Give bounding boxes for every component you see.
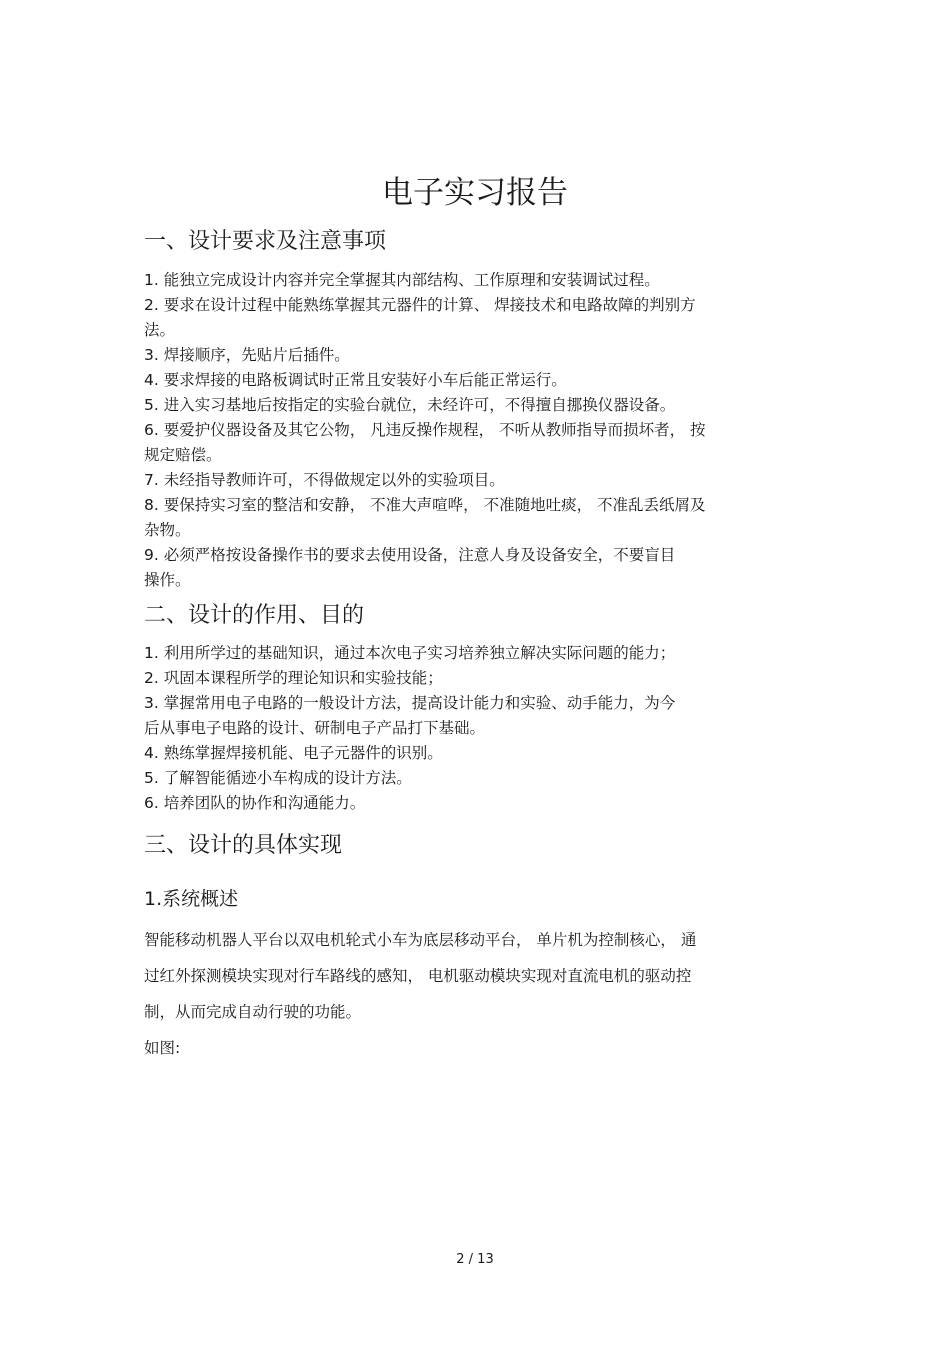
list-line: 6. 要爱护仪器设备及其它公物， 凡违反操作规程， 不听从教师指导而损坏者， 按	[144, 421, 706, 439]
list-line: 1. 利用所学过的基础知识，通过本次电子实习培养独立解决实际问题的能力；	[144, 644, 676, 662]
paragraph-line: 过红外探测模块实现对行车路线的感知， 电机驱动模块实现对直流电机的驱动控	[144, 967, 692, 985]
paragraph-line: 制，从而完成自动行驶的功能。	[144, 1003, 362, 1021]
section-heading-requirements: 一、设计要求及注意事项	[144, 229, 387, 254]
purpose-list	[144, 641, 809, 816]
list-line: 操作。	[144, 571, 191, 589]
list-line: 3. 掌握常用电子电路的一般设计方法，提高设计能力和实验、动手能力，为今	[144, 694, 676, 712]
list-line: 5. 了解智能循迹小车构成的设计方法。	[144, 769, 412, 787]
list-line: 5. 进入实习基地后按指定的实验台就位，未经许可，不得擅自挪换仪器设备。	[144, 396, 676, 414]
section-heading-implementation: 三、设计的具体实现	[144, 833, 343, 858]
list-line: 法。	[144, 321, 176, 339]
list-line: 6. 培养团队的协作和沟通能力。	[144, 794, 366, 812]
figure-label: 如图:	[144, 1039, 181, 1057]
list-line: 规定赔偿。	[144, 446, 222, 464]
list-line: 杂物。	[144, 521, 191, 539]
list-line: 2. 巩固本课程所学的理论知识和实验技能；	[144, 669, 443, 687]
document-title: 电子实习报告	[382, 175, 568, 211]
list-line: 4. 要求焊接的电路板调试时正常且安装好小车后能正常运行。	[144, 371, 567, 389]
subsection-heading-overview: 1.系统概述	[144, 888, 239, 910]
paragraph-line: 智能移动机器人平台以双电机轮式小车为底层移动平台， 单片机为控制核心， 通	[144, 931, 697, 949]
list-line: 后从事电子电路的设计、研制电子产品打下基础。	[144, 719, 486, 737]
list-line: 3. 焊接顺序，先贴片后插件。	[144, 346, 350, 364]
list-line: 9. 必须严格按设备操作书的要求去使用设备，注意人身及设备安全，不要盲目	[144, 546, 676, 564]
list-line: 4. 熟练掌握焊接机能、电子元器件的识别。	[144, 744, 443, 762]
overview-paragraph	[144, 922, 809, 1066]
page-number: 2 / 13	[456, 1252, 494, 1267]
requirements-list	[144, 268, 809, 593]
list-line: 8. 要保持实习室的整洁和安静， 不准大声喧哗， 不准随地吐痰， 不准乱丢纸屑及	[144, 496, 706, 514]
list-line: 7. 未经指导教师许可，不得做规定以外的实验项目。	[144, 471, 505, 489]
section-heading-purpose: 二、设计的作用、目的	[144, 603, 365, 628]
list-line: 2. 要求在设计过程中能熟练掌握其元器件的计算、 焊接技术和电路故障的判别方	[144, 296, 696, 314]
list-line: 1. 能独立完成设计内容并完全掌握其内部结构、工作原理和安装调试过程。	[144, 271, 660, 289]
